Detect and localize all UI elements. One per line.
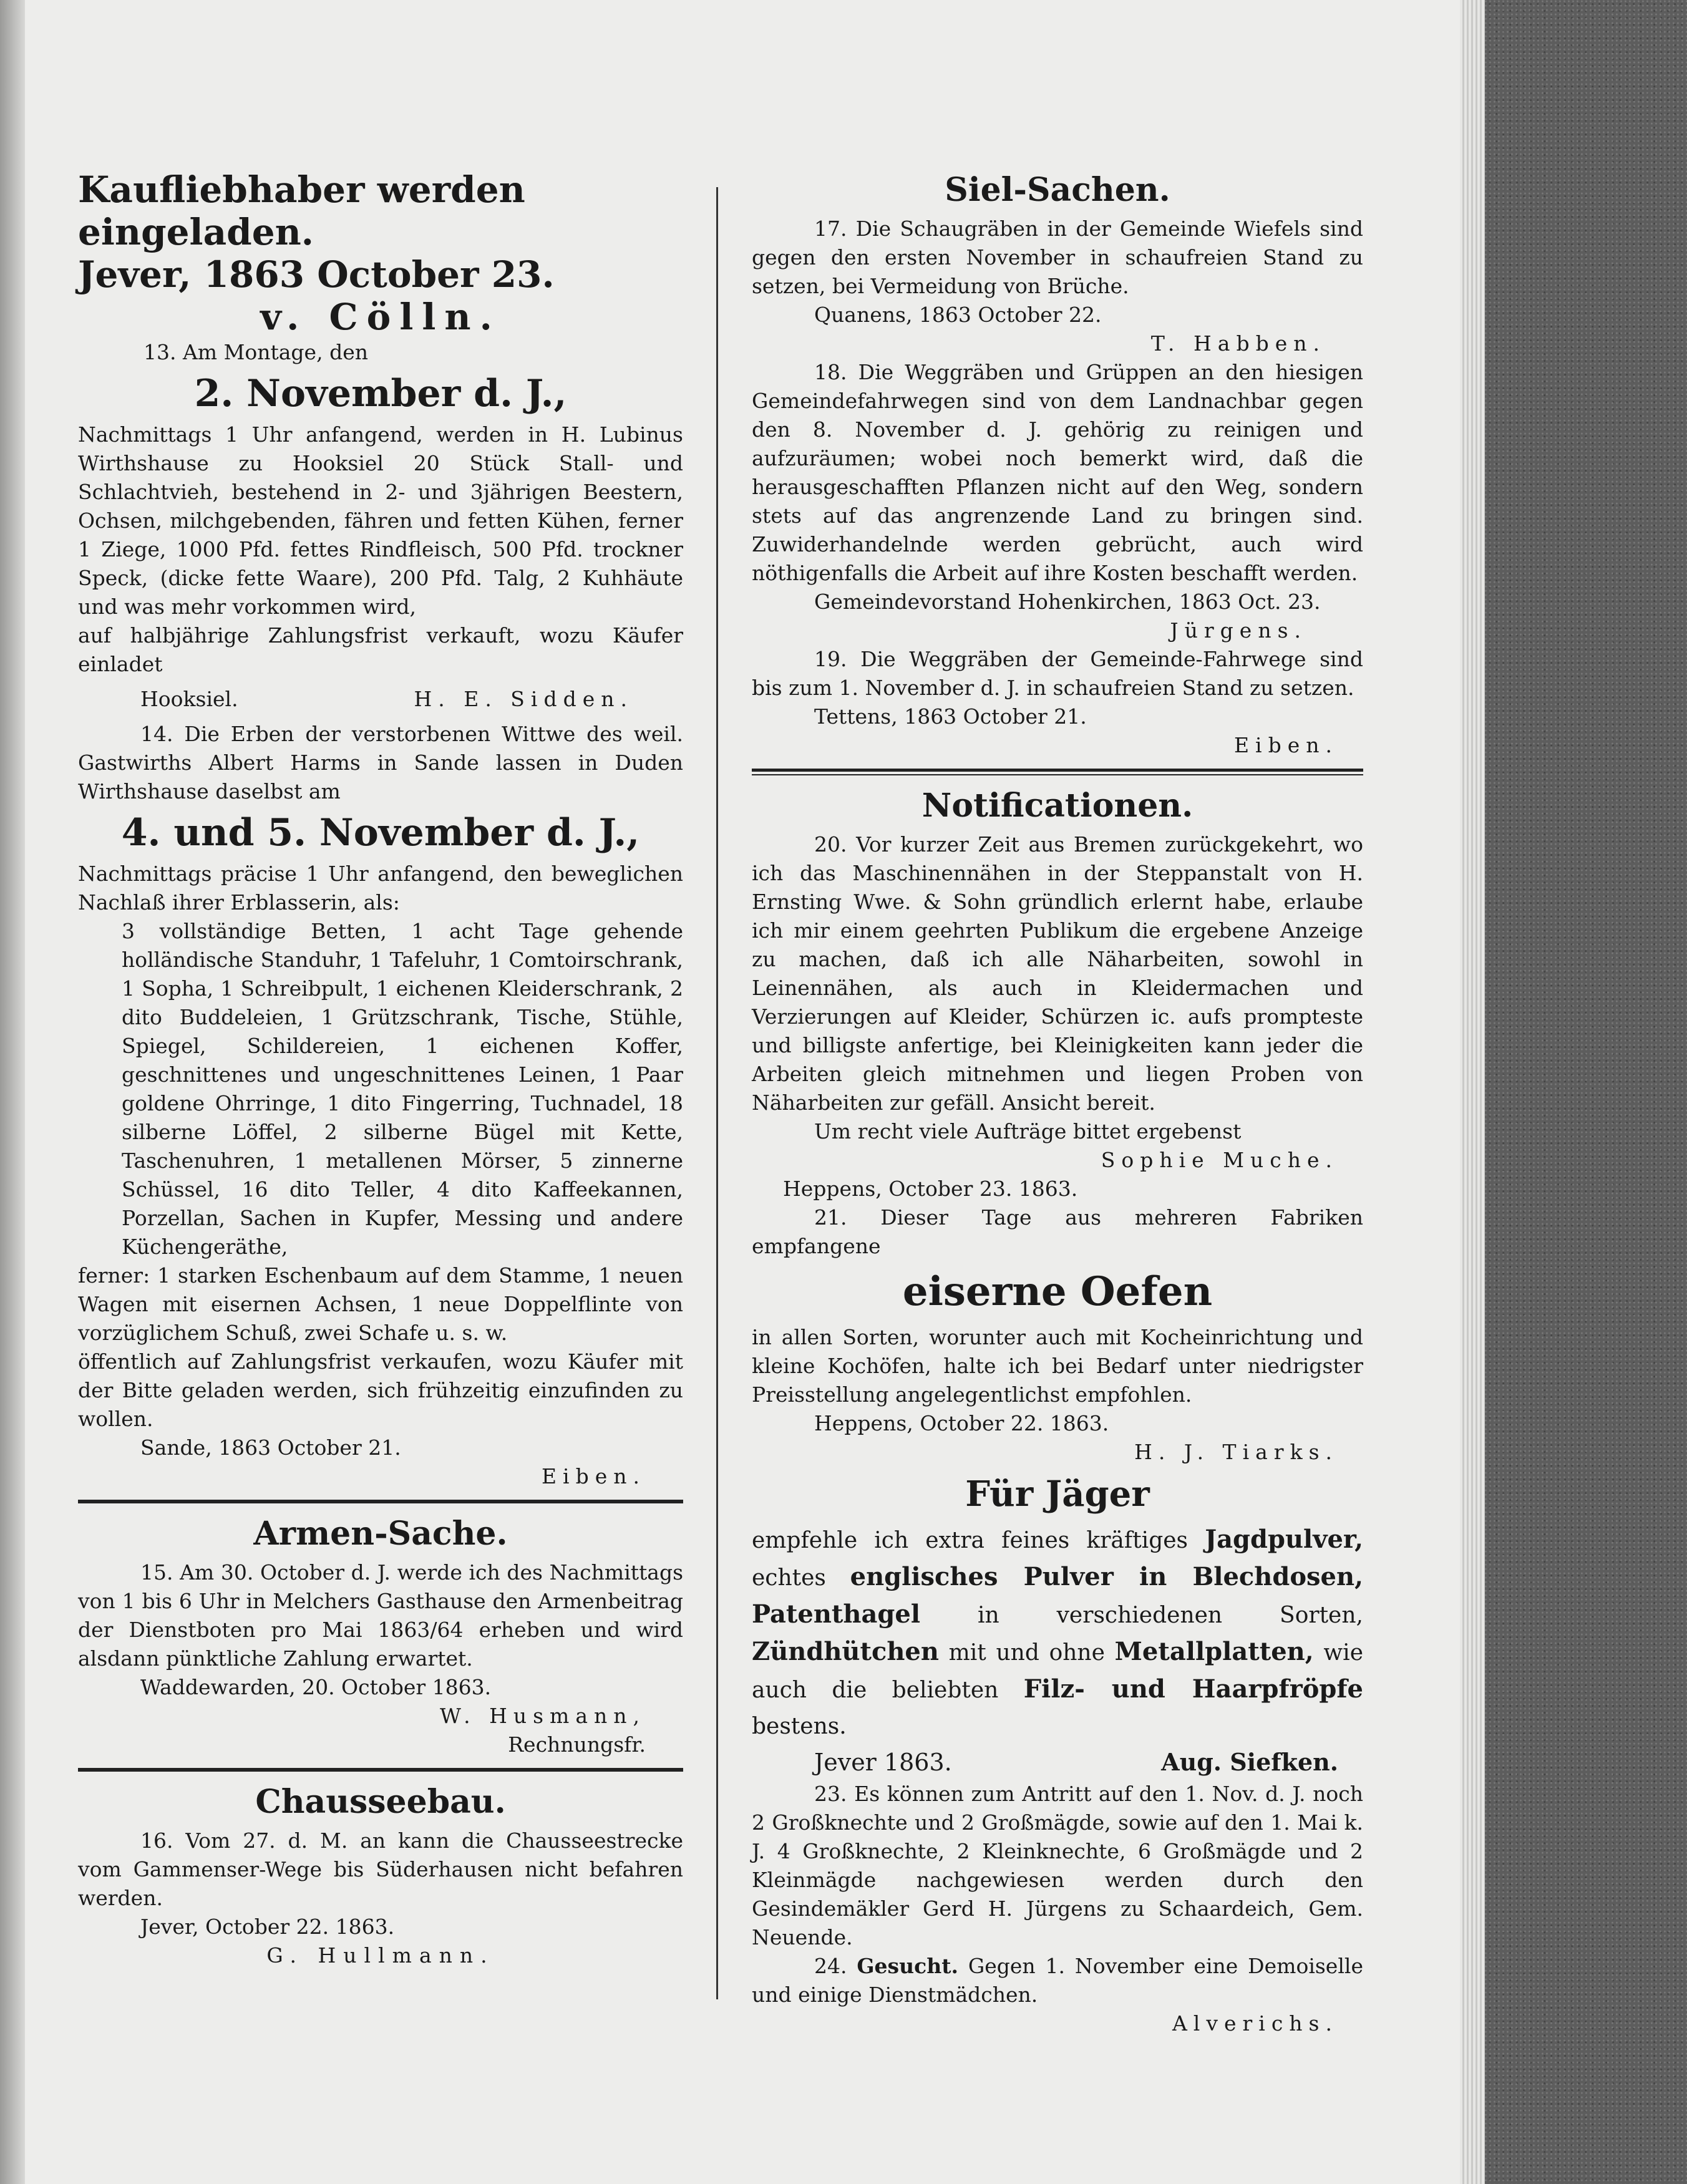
ad23-body: 23. Es können zum Antritt auf den 1. Nov. d. J. noch 2 Großknechte und 2 Großmägde, sowie auf den 1. Mai k. J. 4 Großknechte, 2 Kleinknechte, 6 Großmägde und 2 Kleinmägde nachgewiesen werden durch den Gesindemäkler Gerd H. Jürgens zu Schaardeich, Gem. Neuende. — [752, 1782, 1363, 1949]
headline-signature: v. Cölln. — [260, 296, 501, 338]
ad13-signature: H. E. Sidden. — [414, 687, 633, 711]
jaeger-text-4: mit und ohne — [948, 1640, 1105, 1666]
jaeger-text-5: wie auch die beliebten — [752, 1640, 1363, 1703]
ad14-body: Nachmittags präcise 1 Uhr anfangend, den beweglichen Nachlaß ihrer Erblasserin, als: — [78, 861, 683, 915]
jaeger-metallplatten: Metallplatten, — [1114, 1637, 1314, 1666]
jaeger-patenthagel: Patenthagel — [752, 1599, 921, 1629]
ad13-place: Hooksiel. — [140, 687, 238, 711]
ad14-place: Sande, 1863 October 21. — [140, 1435, 401, 1460]
ad21-intro: 21. Dieser Tage aus mehreren Fabriken empfangene — [752, 1205, 1363, 1258]
ad14-item-list: 3 vollständige Betten, 1 acht Tage gehende holländische Standuhr, 1 Tafeluhr, 1 Comtoirschrank, 1 Sopha, 1 Schreibpult, 1 eichenen Kleiderschrank, 2 dito Buddeleien, 1 Grützschrank, Tische, Stühle, Spiegel, Schildereien, 1 eichenen Koffer, geschnittenes und ungeschnittenes Leinen, 1 Paar goldene Ohrringe, 1 dito Fingerring, Tuchnadel, 18 silberne Löffel, 2 silberne Bügel mit Kette, Taschenuhren, 1 metallenen Mörser, 5 zinnerne Schüssel, 16 dito Teller, 4 dito Kaffeekannen, Porzellan, Sachen in Kupfer, Messing und andere Küchengeräthe, — [122, 919, 683, 1259]
siel-title: Siel-Sachen. — [945, 171, 1170, 209]
chaussee-title: Chausseebau. — [255, 1783, 506, 1821]
section-rule — [78, 1500, 683, 1503]
jaeger-text-3: in verschiedenen Sorten, — [977, 1603, 1363, 1628]
jaeger-text-6: bestens. — [752, 1714, 847, 1739]
jaeger-place: Jever 1863. — [814, 1749, 952, 1776]
ad14-date: 4. und 5. November d. J., — [121, 811, 640, 855]
ad24-text: Gegen 1. November eine Demoiselle und einige Dienstmädchen. — [752, 1954, 1363, 2007]
right-column — [752, 168, 1363, 2038]
ad24-number: 24. — [814, 1954, 847, 1978]
notif-title: Notificationen. — [921, 787, 1194, 825]
ad18-place: Gemeindevorstand Hohenkirchen, 1863 Oct. 23. — [814, 590, 1321, 614]
section-rule — [752, 769, 1363, 775]
jaeger-jagdpulver: Jagdpulver, — [1205, 1525, 1363, 1554]
ad13-lead: 13. Am Montage, den — [143, 340, 368, 364]
ad19-body: 19. Die Weggräben der Gemeinde-Fahrwege sind bis zum 1. November d. J. in schaufreien Stand zu setzen. — [752, 647, 1363, 700]
armen-body: 15. Am 30. October d. J. werde ich des Nachmittags von 1 bis 6 Uhr in Melchers Gasthause den Armenbeitrag der Dienstboten pro Mai 1863/64 erheben und wird alsdann pünktliche Zahlung erwartet. — [78, 1560, 683, 1671]
ad14-ferner: ferner: 1 starken Eschenbaum auf dem Stamme, 1 neuen Wagen mit eisernen Achsen, 1 neue Doppelflinte von vorzüglichem Schuß, zwei Schafe u. s. w. — [78, 1263, 683, 1345]
ad14-intro: 14. Die Erben der verstorbenen Wittwe des weil. Gastwirths Albert Harms in Sande lassen in Duden Wirthshause daselbst am — [78, 722, 683, 803]
chaussee-place: Jever, October 22. 1863. — [140, 1915, 395, 1939]
ad20-place: Heppens, October 23. 1863. — [783, 1177, 1078, 1201]
left-column — [78, 168, 683, 1970]
ad14-closing: öffentlich auf Zahlungsfrist verkaufen, wozu Käufer mit der Bitte geladen werden, sich frühzeitig einzufinden zu wollen. — [78, 1349, 683, 1431]
jaeger-zuendhuetchen: Zündhütchen — [752, 1637, 939, 1666]
ad20-signature: Sophie Muche. — [1101, 1148, 1338, 1172]
ad24-signature: Alverichs. — [1172, 2011, 1338, 2036]
ad24-gesucht: Gesucht. — [857, 1954, 958, 1978]
ad13-footer — [78, 685, 683, 714]
headline-line-2: Jever, 1863 October 23. — [78, 253, 555, 296]
headline-line-1: Kaufliebhaber werden eingeladen. — [78, 168, 525, 253]
ad21-place: Heppens, October 22. 1863. — [814, 1411, 1109, 1435]
jaeger-text-2: echtes — [752, 1565, 826, 1591]
ad18-signature: Jürgens. — [1170, 618, 1307, 643]
ad20-closing: Um recht viele Aufträge bittet ergebenst — [814, 1119, 1242, 1143]
ad13-date: 2. November d. J., — [194, 372, 567, 415]
ad21-signature: H. J. Tiarks. — [1134, 1440, 1338, 1464]
jaeger-footer — [752, 1745, 1363, 1780]
column-divider — [716, 187, 718, 1999]
ad21-headline: eiserne Oefen — [902, 1268, 1213, 1315]
jaeger-pfroepfe: Filz- und Haarpfröpfe — [1023, 1674, 1363, 1704]
ad17-signature: T. Habben. — [1150, 331, 1326, 356]
chaussee-signature: G. Hullmann. — [266, 1943, 495, 1968]
chaussee-body: 16. Vom 27. d. M. an kann die Chausseestrecke vom Gammenser-Wege bis Süderhausen nicht befahren werden. — [78, 1828, 683, 1910]
jaeger-signature: Aug. Siefken. — [1161, 1748, 1338, 1776]
ad18-body: 18. Die Weggräben und Grüppen an den hiesigen Gemeindefahrwegen sind von dem Landnachbar gegen den 8. November d. J. gehörig zu reinigen und aufzuräumen; wobei noch bemerkt wird, daß die herausgeschafften Pflanzen nicht auf den Weg, sondern stets auf das angrenzende Land zu bringen sind. Zuwiderhandelnde werden gebrücht, auch wird nöthigenfalls die Arbeit auf ihre Kosten beschafft werden. — [752, 360, 1363, 585]
jaeger-englisches-pulver: englisches Pulver in Blechdosen, — [850, 1562, 1363, 1591]
ad24-body — [752, 1952, 1363, 2009]
ad13-body-2: auf halbjährige Zahlungsfrist verkauft, wozu Käufer einladet — [78, 623, 683, 676]
book-cover — [1485, 0, 1687, 2184]
ad14-signature: Eiben. — [541, 1464, 646, 1488]
ad17-body: 17. Die Schaugräben in der Gemeinde Wiefels sind gegen den ersten November in schaufreien Stand zu setzen, bei Vermeidung von Brüche. — [752, 216, 1363, 298]
page-stack-edge — [1460, 0, 1485, 2184]
armen-signature: W. Husmann, — [439, 1704, 646, 1728]
ad20-body: 20. Vor kurzer Zeit aus Bremen zurückgekehrt, wo ich das Maschinennähen in der Steppanstalt von H. Ernsting Wwe. & Sohn gründlich erlernt habe, erlaube ich mir einem geehrten Publikum die ergebene Anzeige zu machen, daß ich alle Näharbeiten, sowohl in Leinennähen, als auch in Kleidermachen und Verzierungen auf Kleider, Schürzen ic. aufs prompteste und billigste anfertige, bei Kleinigkeiten kann jeder die Arbeiten gleich mitnehmen und liegen Proben von Näharbeiten zur gefäll. Ansicht bereit. — [752, 832, 1363, 1115]
armen-signature-role: Rechnungsfr. — [508, 1732, 646, 1757]
armen-place: Waddewarden, 20. October 1863. — [140, 1675, 492, 1699]
ad17-place: Quanens, 1863 October 22. — [814, 303, 1102, 327]
ad13-body: Nachmittags 1 Uhr anfangend, werden in H. Lubinus Wirthshause zu Hooksiel 20 Stück Stall- und Schlachtvieh, bestehend in 2- und 3jährigen Beestern, Ochsen, milchgebenden, fähren und fetten Kühen, ferner 1 Ziege, 1000 Pfd. fettes Rindfleisch, 500 Pfd. trockner Speck, (dicke fette Waare), 200 Pfd. Talg, 2 Kuhhäute und was mehr vorkommen wird, — [78, 422, 683, 619]
ad21-body: in allen Sorten, worunter auch mit Kocheinrichtung und kleine Kochöfen, halte ich bei Bedarf unter niedrigster Preisstellung angelegentlichst empfohlen. — [752, 1325, 1363, 1407]
ad19-signature: Eiben. — [1233, 733, 1338, 757]
armen-title: Armen-Sache. — [253, 1515, 508, 1553]
section-rule — [78, 1768, 683, 1772]
previous-page-edge — [0, 0, 25, 2184]
ad19-place: Tettens, 1863 October 21. — [814, 704, 1087, 729]
jaeger-headline: Für Jäger — [965, 1473, 1150, 1515]
jaeger-body — [752, 1522, 1363, 1745]
jaeger-text-1: empfehle ich extra feines kräftiges — [752, 1528, 1189, 1553]
